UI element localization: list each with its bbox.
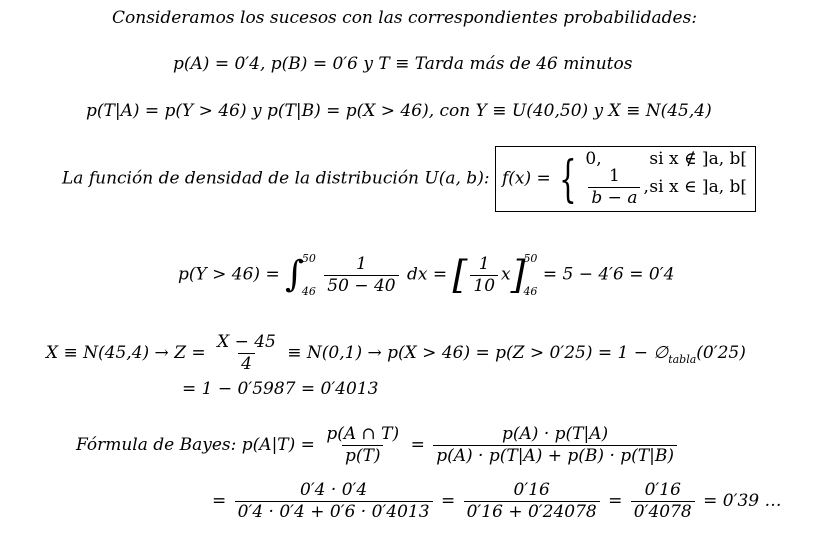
integral-limits xyxy=(302,253,316,297)
conditionals-line: p(T|A) = p(Y > 46) y p(T|B) = p(X > 46), con Y ≡ U(40,50) y X ≡ N(45,4) xyxy=(86,101,712,121)
case2-comma: , xyxy=(643,177,649,197)
bayes-frac-3 xyxy=(235,482,433,521)
bayes-result: = 0′39 … xyxy=(703,491,782,511)
density-cases xyxy=(585,151,747,207)
integral-row xyxy=(178,253,674,297)
case2-fraction xyxy=(588,168,640,207)
bayes-frac-5 xyxy=(631,482,695,521)
normal-row xyxy=(46,334,746,373)
bayes-row xyxy=(76,426,680,465)
bayes-eq4: = xyxy=(608,491,623,511)
integral-frac-den: 50 − 40 xyxy=(324,275,398,295)
density-label: La función de densidad de la distribución U(a, b): xyxy=(62,168,490,189)
tabla-subscript: tabla xyxy=(668,353,697,366)
standardize-den: 4 xyxy=(238,353,255,373)
bracket-fraction xyxy=(470,253,498,296)
bayes-eq: = xyxy=(410,435,425,455)
bracket-lower: 46 xyxy=(523,285,538,298)
bayes-f5-num: 0′16 xyxy=(644,480,681,500)
integral-dx: dx = xyxy=(407,264,448,285)
bayes-eq2: = xyxy=(212,491,227,511)
integral-frac-num: 1 xyxy=(356,253,367,274)
integral-sign: ∫ xyxy=(285,254,304,295)
bayes-label: Fórmula de Bayes: xyxy=(76,435,237,455)
normal-tail: (0′25) xyxy=(696,343,746,363)
standardize-num: X − 45 xyxy=(217,332,276,352)
bayes-f2-den: p(A) · p(T|A) + p(B) · p(T|B) xyxy=(433,445,677,465)
bayes-frac-1 xyxy=(323,426,402,465)
bayes-f5-den: 0′4078 xyxy=(631,501,695,521)
bayes-f4-num: 0′16 xyxy=(513,480,550,500)
bayes-frac-4 xyxy=(464,482,600,521)
left-brace: { xyxy=(559,149,577,208)
bayes-eq3: = xyxy=(440,491,456,511)
bracket-upper: 50 xyxy=(523,252,538,265)
priors-line: p(A) = 0′4, p(B) = 0′6 y T ≡ Tarda más de 46 minutos xyxy=(173,54,633,74)
integral-upper: 50 xyxy=(301,252,316,265)
bayes-lhs: p(A|T) = xyxy=(241,435,315,455)
case2-value xyxy=(585,168,649,207)
bayes-f1-num: p(A ∩ T) xyxy=(326,424,400,444)
normal-mid: ≡ N(0,1) → p(X > 46) = p(Z > 0′25) = 1 − ∅ xyxy=(287,343,669,363)
left-bracket: [ xyxy=(452,253,468,297)
case2-condition: si x ∈ ]a, b[ xyxy=(649,177,748,197)
case2-numerator: 1 xyxy=(609,166,620,186)
case1-condition: si x ∉ ]a, b[ xyxy=(649,149,748,169)
integral-lhs: p(Y > 46) = xyxy=(178,264,280,285)
bracket-frac-num: 1 xyxy=(478,253,490,274)
bayes-f2-num: p(A) · p(T|A) xyxy=(502,424,609,444)
bayes-f3-den: 0′4 · 0′4 + 0′6 · 0′4013 xyxy=(235,501,433,521)
bayes-calc-row xyxy=(212,482,782,521)
integral-fraction xyxy=(324,253,398,296)
normal-result-line: = 1 − 0′5987 = 0′4013 xyxy=(182,379,379,399)
intro-text: Consideramos los sucesos con las correspondientes probabilidades: xyxy=(112,8,698,28)
bayes-frac-2 xyxy=(433,426,677,465)
integral-result: = 5 − 4′6 = 0′4 xyxy=(542,264,675,285)
bracket-x: x xyxy=(501,264,511,285)
bayes-f4-den: 0′16 + 0′24078 xyxy=(464,501,600,521)
density-row xyxy=(62,146,756,212)
density-case-2 xyxy=(585,168,747,207)
standardize-fraction xyxy=(214,334,279,373)
normal-lhs: X ≡ N(45,4) → Z = xyxy=(46,343,206,363)
bayes-f3-num: 0′4 · 0′4 xyxy=(300,480,368,500)
bayes-f1-den: p(T) xyxy=(342,445,384,465)
bracket-limits xyxy=(523,253,537,297)
right-bracket: ] xyxy=(510,253,526,297)
case2-denominator: b − a xyxy=(588,187,640,207)
bracket-frac-den: 10 xyxy=(470,275,498,295)
density-lhs: f(x) = xyxy=(501,168,551,189)
case1-value: 0, xyxy=(585,149,602,169)
density-box xyxy=(495,146,756,212)
integral-lower: 46 xyxy=(301,285,316,298)
